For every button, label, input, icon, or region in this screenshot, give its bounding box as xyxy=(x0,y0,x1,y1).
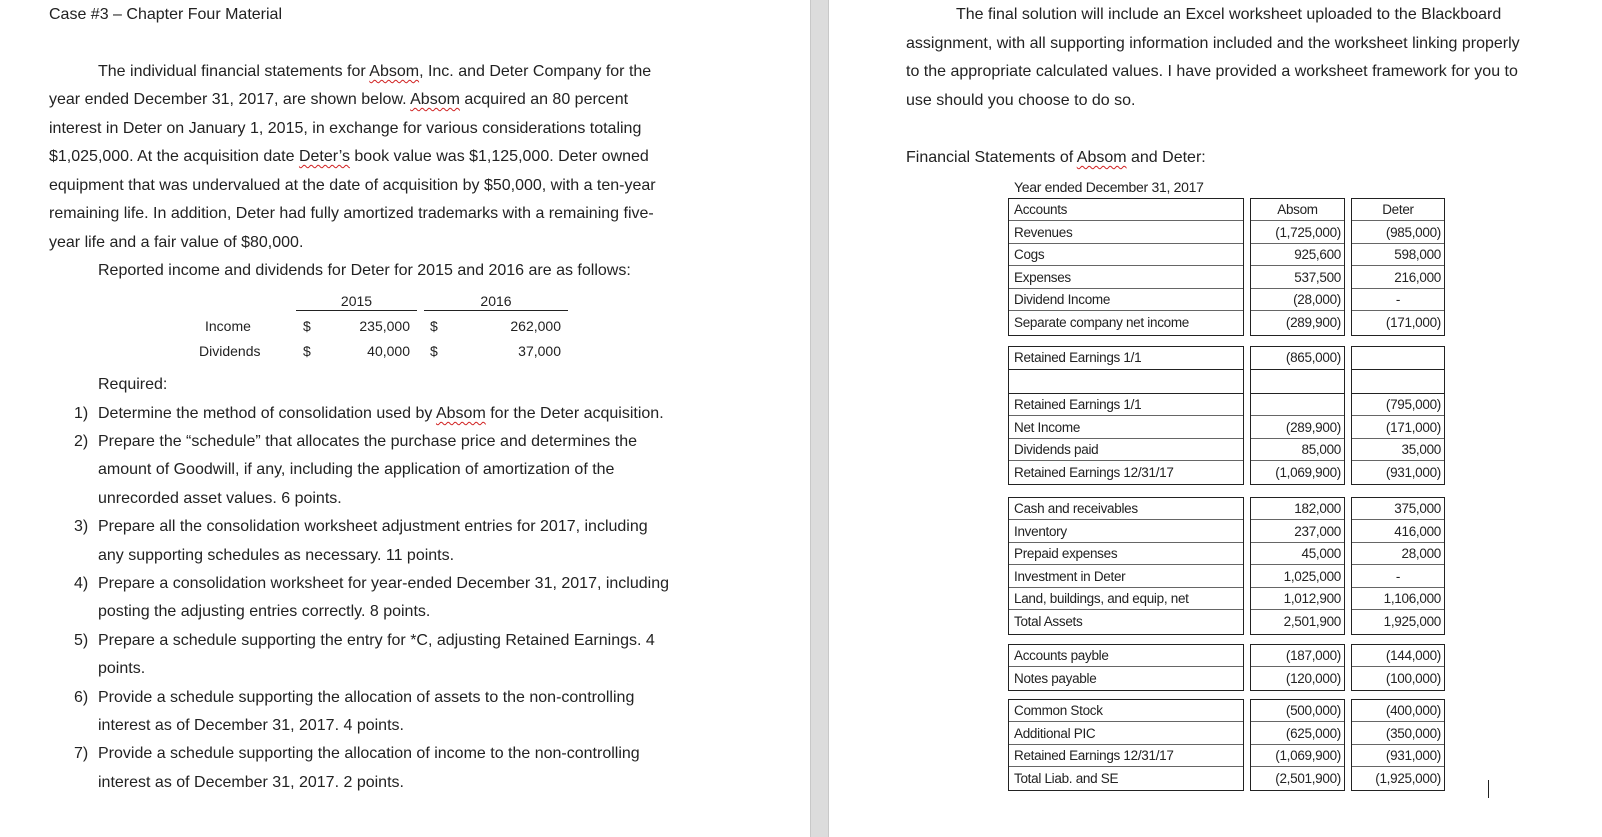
list-number: 7) xyxy=(74,745,89,762)
list-item: unrecorded asset values. 6 points. xyxy=(98,490,342,507)
list-item: Prepare a schedule supporting the entry for *C, adjusting Retained Earnings. 4 xyxy=(98,632,655,649)
fs-deter-cell: 216,000 xyxy=(1352,267,1444,289)
list-number: 6) xyxy=(74,689,89,706)
fs-column-box xyxy=(1250,393,1345,485)
fs-deter-cell xyxy=(1352,370,1444,392)
fs-absom-cell: (2,501,900) xyxy=(1275,770,1341,786)
fs-deter-cell: (144,000) xyxy=(1352,645,1444,667)
list-item: points. xyxy=(98,660,146,677)
fs-account-cell: Notes payable xyxy=(1014,670,1097,686)
intro-line: year ended December 31, 2017, are shown below. Absom acquired an 80 percent xyxy=(49,91,629,108)
intro-line: interest in Deter on January 1, 2015, in exchange for various considerations totaling xyxy=(49,120,642,137)
fs-column-box xyxy=(1008,369,1244,394)
final-line: use should you choose to do so. xyxy=(906,92,1136,109)
fs-absom-cell: (289,900) xyxy=(1285,315,1341,330)
list-item: amount of Goodwill, if any, including the application of amortization of the xyxy=(98,461,615,478)
required-heading: Required: xyxy=(98,376,168,393)
fs-column-box xyxy=(1008,346,1244,371)
fs-column-box xyxy=(1008,644,1244,691)
fs-account-cell: Retained Earnings 12/31/17 xyxy=(1014,464,1174,480)
fs-absom-cell: 1,025,000 xyxy=(1251,566,1344,588)
fs-account-cell: Inventory xyxy=(1009,521,1243,543)
fs-absom-cell: 537,500 xyxy=(1251,267,1344,289)
fs-column-box xyxy=(1351,393,1445,485)
fs-account-cell: Cash and receivables xyxy=(1009,498,1243,520)
fs-absom-cell: (500,000) xyxy=(1251,700,1344,722)
fs-column-box xyxy=(1008,699,1244,791)
fs-account-cell: Prepaid expenses xyxy=(1009,543,1243,565)
year-header-2015: 2015 xyxy=(296,292,417,311)
fs-absom-cell xyxy=(1251,370,1344,392)
document-title: Case #3 – Chapter Four Material xyxy=(49,6,282,23)
fs-period: Year ended December 31, 2017 xyxy=(1014,179,1204,195)
fs-deter-cell: (400,000) xyxy=(1352,700,1444,722)
intro-line: The individual financial statements for Absom, Inc. and Deter Company for the xyxy=(98,63,652,80)
fs-account-cell: Dividend Income xyxy=(1009,289,1243,311)
fs-column-box xyxy=(1250,198,1345,336)
fs-column-box xyxy=(1250,497,1345,635)
fs-column-box xyxy=(1008,198,1244,336)
fs-deter-cell: 416,000 xyxy=(1352,521,1444,543)
currency-symbol: $ xyxy=(303,343,311,359)
fs-column-box xyxy=(1351,699,1445,791)
fs-absom-cell: 182,000 xyxy=(1251,498,1344,520)
row-label: Income xyxy=(205,318,251,334)
fs-account-cell: Retained Earnings 1/1 xyxy=(1014,350,1142,365)
fs-account-cell: Retained Earnings 12/31/17 xyxy=(1009,745,1243,767)
list-item: interest as of December 31, 2017. 2 points. xyxy=(98,774,404,791)
text-cursor xyxy=(1488,780,1489,798)
fs-account-cell: Investment in Deter xyxy=(1009,566,1243,588)
intro-line: equipment that was undervalued at the date of acquisition by $50,000, with a ten-year xyxy=(49,177,656,194)
fs-deter-cell: - xyxy=(1352,289,1444,311)
fs-column-box xyxy=(1250,369,1345,394)
income-2016: 262,000 xyxy=(510,318,561,334)
currency-symbol: $ xyxy=(430,343,438,359)
fs-absom-cell xyxy=(1251,394,1344,416)
income-2015: 235,000 xyxy=(359,318,410,334)
fs-account-cell: Expenses xyxy=(1009,267,1243,289)
list-number: 5) xyxy=(74,632,89,649)
fs-account-cell: Total Liab. and SE xyxy=(1014,770,1119,786)
fs-absom-cell: (1,069,900) xyxy=(1275,464,1341,480)
fs-column-box xyxy=(1250,699,1345,791)
fs-account-cell: Accounts xyxy=(1009,199,1243,221)
fs-deter-cell: (100,000) xyxy=(1385,670,1441,686)
fs-account-cell: Total Assets xyxy=(1014,614,1083,629)
list-item: Prepare all the consolidation worksheet adjustment entries for 2017, including xyxy=(98,518,648,535)
fs-deter-cell: 1,925,000 xyxy=(1383,614,1441,629)
final-line: assignment, with all supporting information included and the worksheet linking properly xyxy=(906,35,1520,52)
fs-column-box xyxy=(1351,198,1445,336)
fs-account-cell xyxy=(1009,370,1243,392)
list-item: any supporting schedules as necessary. 11 points. xyxy=(98,547,455,564)
fs-absom-cell: 85,000 xyxy=(1251,439,1344,461)
fs-deter-cell: 28,000 xyxy=(1352,543,1444,565)
fs-account-cell: Revenues xyxy=(1009,222,1243,244)
fs-absom-cell: 1,012,900 xyxy=(1251,588,1344,610)
fs-deter-cell: (1,925,000) xyxy=(1375,770,1441,786)
fs-deter-cell: 35,000 xyxy=(1352,439,1444,461)
list-number: 4) xyxy=(74,575,89,592)
fs-absom-cell: 2,501,900 xyxy=(1283,614,1341,629)
fs-deter-cell: (985,000) xyxy=(1352,222,1444,244)
fs-account-cell: Dividends paid xyxy=(1009,439,1243,461)
fs-account-cell: Common Stock xyxy=(1009,700,1243,722)
fs-account-cell: Retained Earnings 1/1 xyxy=(1009,394,1243,416)
currency-symbol: $ xyxy=(430,318,438,334)
fs-account-cell: Cogs xyxy=(1009,244,1243,266)
fs-absom-cell: (625,000) xyxy=(1251,723,1344,745)
list-item: Determine the method of consolidation used by Absom for the Deter acquisition. xyxy=(98,405,664,422)
list-item: interest as of December 31, 2017. 4 points. xyxy=(98,717,404,734)
list-item: Prepare the “schedule” that allocates the purchase price and determines the xyxy=(98,433,637,450)
fs-absom-cell: (1,069,900) xyxy=(1251,745,1344,767)
row-label: Dividends xyxy=(199,343,261,359)
list-number: 3) xyxy=(74,518,89,535)
list-item: Prepare a consolidation worksheet for year-ended December 31, 2017, including xyxy=(98,575,670,592)
fs-column-box xyxy=(1351,369,1445,394)
fs-column-box xyxy=(1250,644,1345,691)
fs-deter-cell: (931,000) xyxy=(1352,745,1444,767)
fs-deter-cell: (350,000) xyxy=(1352,723,1444,745)
reported-line: Reported income and dividends for Deter for 2015 and 2016 are as follows: xyxy=(98,262,631,279)
fs-absom-cell: 237,000 xyxy=(1251,521,1344,543)
fs-absom-cell: (1,725,000) xyxy=(1251,222,1344,244)
fs-heading: Financial Statements of Absom and Deter: xyxy=(906,149,1206,166)
fs-column-box xyxy=(1351,497,1445,635)
list-number: 1) xyxy=(74,405,89,422)
list-item: posting the adjusting entries correctly. 8 points. xyxy=(98,603,431,620)
fs-column-box xyxy=(1250,346,1345,371)
fs-column-box xyxy=(1351,644,1445,691)
fs-deter-cell: (171,000) xyxy=(1385,315,1441,330)
dividends-2015: 40,000 xyxy=(367,343,410,359)
year-header-2016: 2016 xyxy=(424,292,568,311)
fs-column-box xyxy=(1008,497,1244,635)
fs-account-cell: Separate company net income xyxy=(1014,315,1190,330)
fs-deter-cell: 375,000 xyxy=(1352,498,1444,520)
fs-account-cell: Net Income xyxy=(1009,417,1243,439)
fs-deter-cell: 1,106,000 xyxy=(1352,588,1444,610)
list-number: 2) xyxy=(74,433,89,450)
fs-deter-cell xyxy=(1352,347,1444,369)
list-item: Provide a schedule supporting the allocation of assets to the non-controlling xyxy=(98,689,635,706)
fs-column-box xyxy=(1351,346,1445,371)
intro-line: remaining life. In addition, Deter had fully amortized trademarks with a remaining five- xyxy=(49,205,654,222)
final-line: to the appropriate calculated values. I have provided a worksheet framework for you to xyxy=(906,63,1518,80)
fs-absom-cell: (187,000) xyxy=(1251,645,1344,667)
fs-deter-cell: (795,000) xyxy=(1352,394,1444,416)
fs-deter-cell: - xyxy=(1352,566,1444,588)
fs-account-cell: Additional PIC xyxy=(1009,723,1243,745)
fs-deter-cell: (171,000) xyxy=(1352,417,1444,439)
fs-absom-cell: (289,900) xyxy=(1251,417,1344,439)
fs-absom-cell: Absom xyxy=(1251,199,1344,221)
fs-absom-cell: 925,600 xyxy=(1251,244,1344,266)
page-gutter xyxy=(810,0,829,837)
dividends-2016: 37,000 xyxy=(518,343,561,359)
intro-line: $1,025,000. At the acquisition date Deter’s book value was $1,125,000. Deter owned xyxy=(49,148,649,165)
fs-account-cell: Land, buildings, and equip, net xyxy=(1009,588,1243,610)
fs-absom-cell: (865,000) xyxy=(1285,350,1341,365)
fs-deter-cell: (931,000) xyxy=(1385,464,1441,480)
fs-account-cell: Accounts payble xyxy=(1009,645,1243,667)
currency-symbol: $ xyxy=(303,318,311,334)
fs-deter-cell: Deter xyxy=(1352,199,1444,221)
list-item: Provide a schedule supporting the allocation of income to the non-controlling xyxy=(98,745,640,762)
fs-absom-cell: 45,000 xyxy=(1251,543,1344,565)
final-line: The final solution will include an Excel worksheet uploaded to the Blackboard xyxy=(956,6,1502,23)
fs-deter-cell: 598,000 xyxy=(1352,244,1444,266)
fs-absom-cell: (120,000) xyxy=(1285,670,1341,686)
intro-line: year life and a fair value of $80,000. xyxy=(49,234,304,251)
fs-column-box xyxy=(1008,393,1244,485)
fs-absom-cell: (28,000) xyxy=(1251,289,1344,311)
